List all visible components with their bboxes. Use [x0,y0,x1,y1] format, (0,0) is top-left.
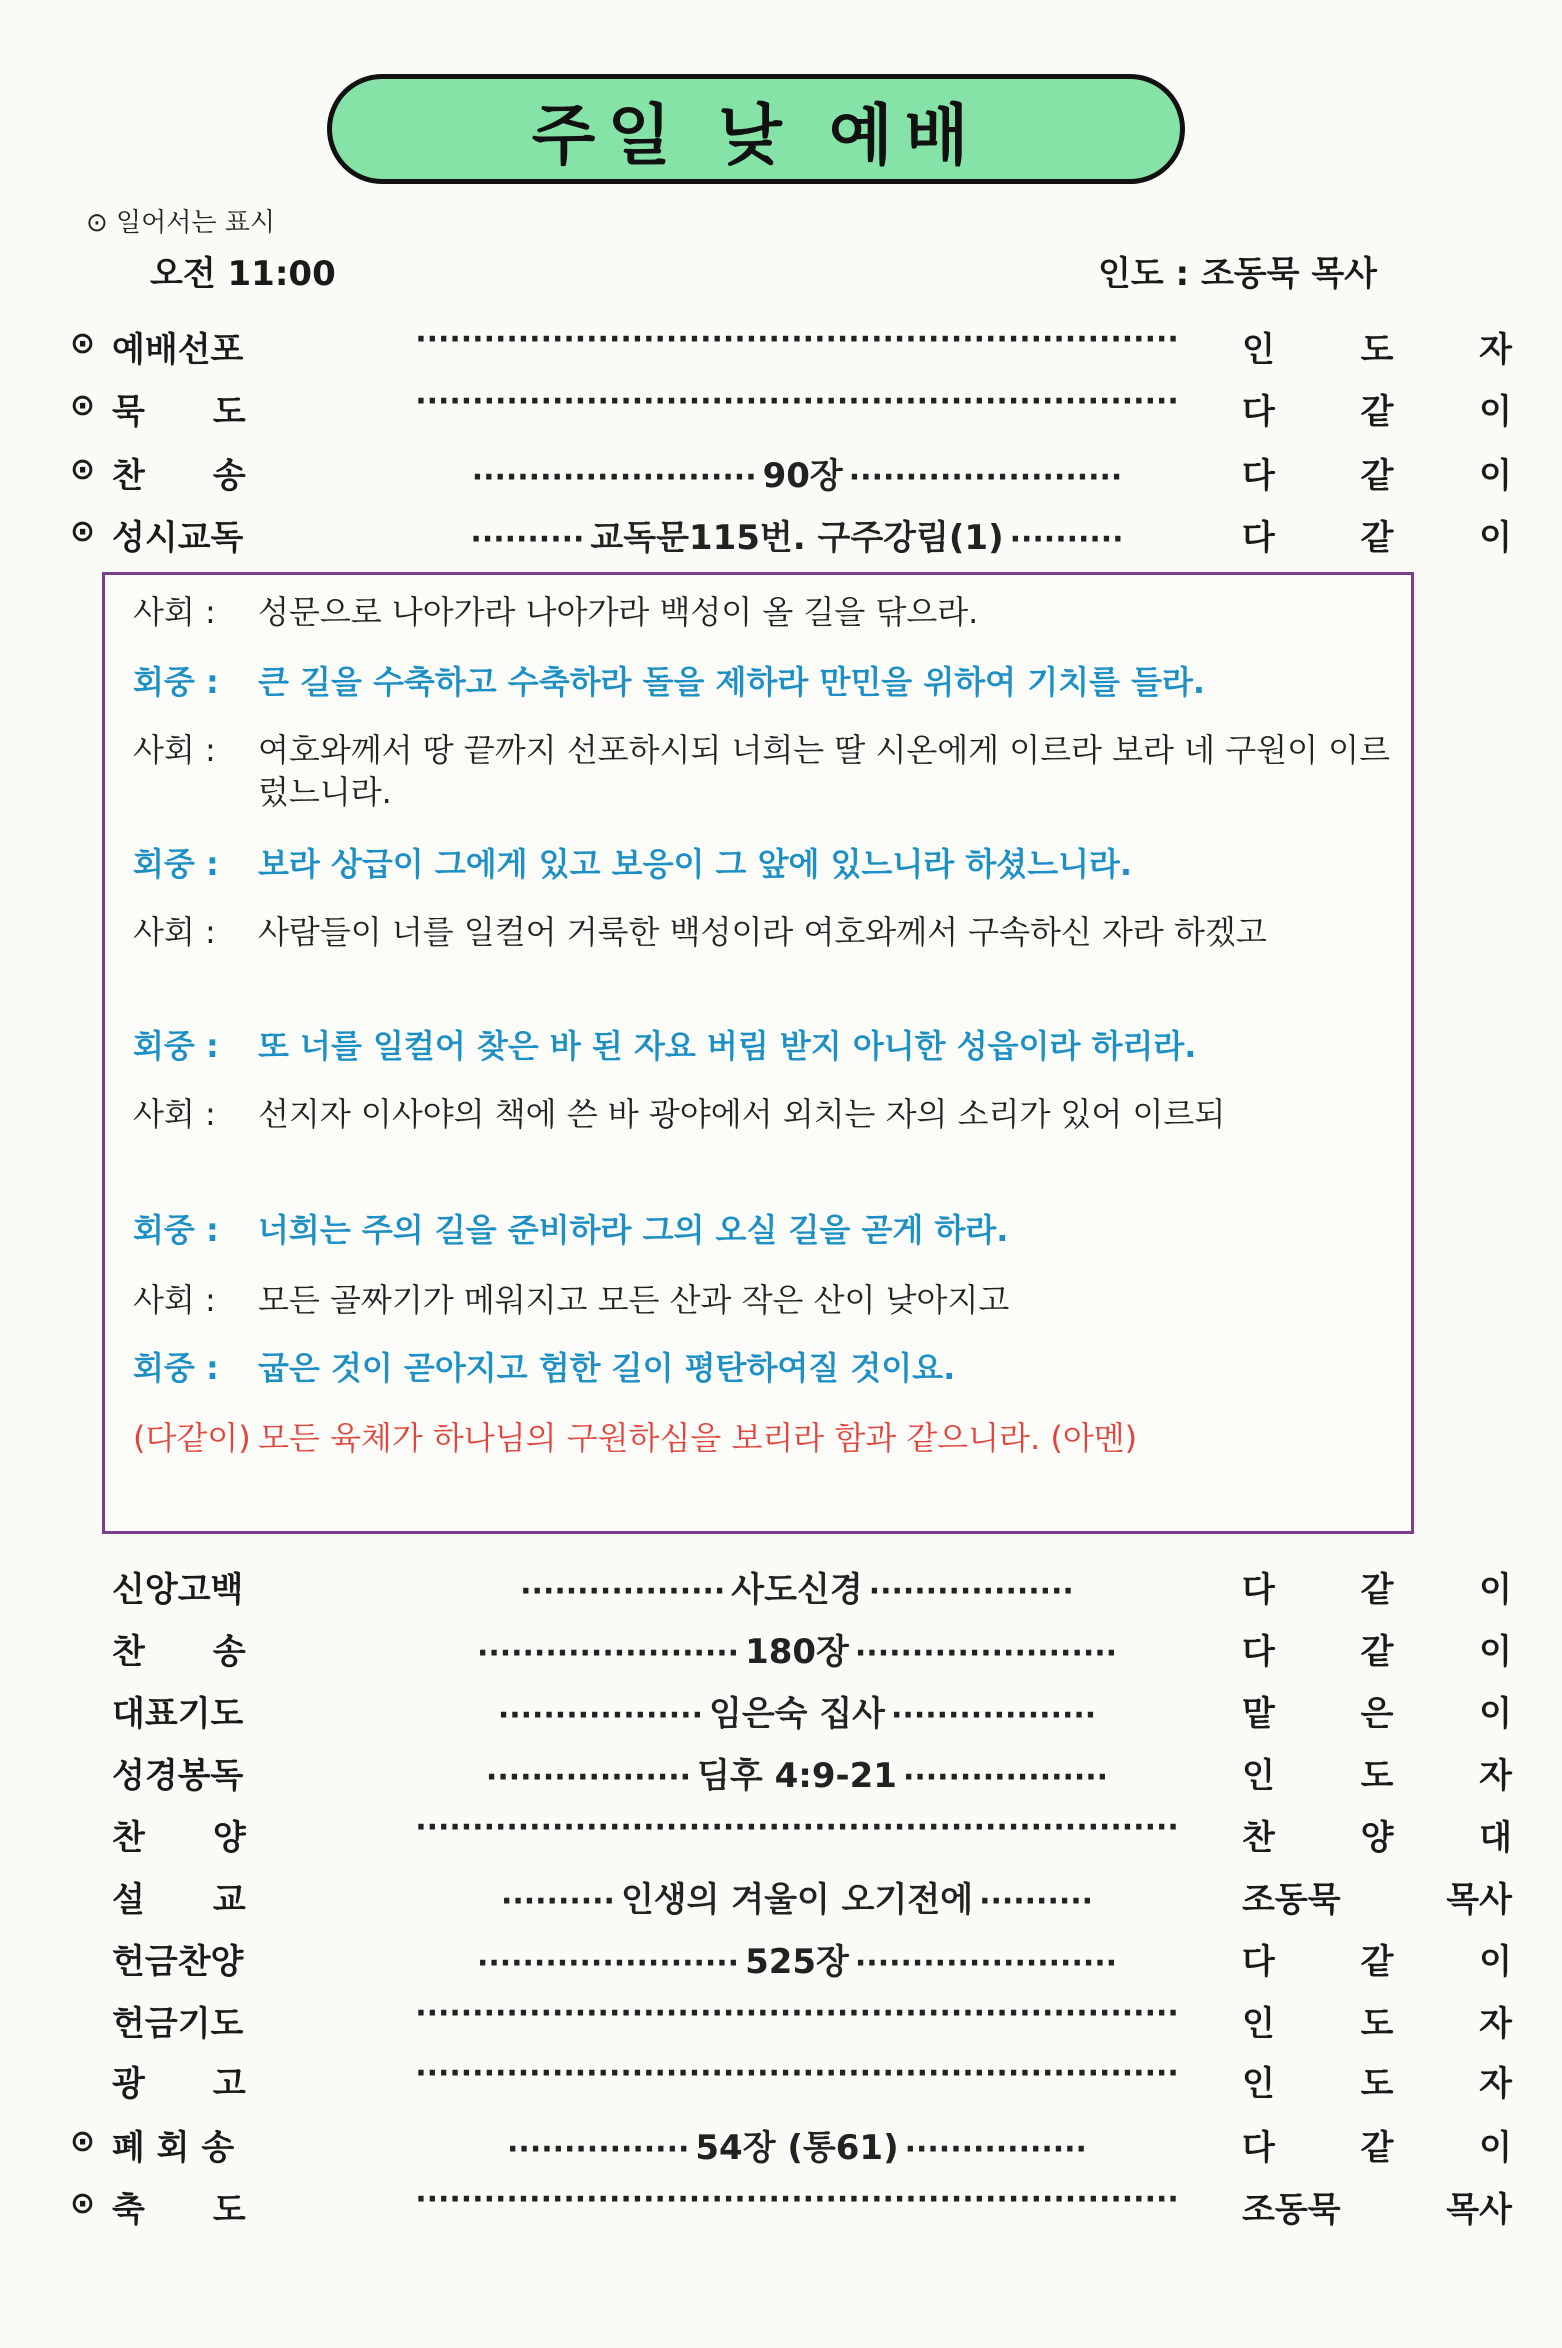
order-label: 축 도 [112,2190,246,2230]
order-row [70,2120,1512,2170]
reading-speaker: 회중 : [133,1349,219,1387]
reading-speaker: 사회 : [133,913,216,951]
reading-text: 모든 골짜기가 메워지고 모든 산과 작은 산이 낮아지고 [258,1281,1010,1319]
order-leader-dots: ··································································· [415,384,1179,419]
order-leader-dots: ··································································· [415,1810,1179,1845]
order-who: 조동묵 목사 [1242,1880,1512,1920]
order-who: 맡 은 이 [1242,1694,1512,1734]
order-row [70,1624,1512,1674]
order-leader-dots: ·········· 교독문115번. 구주강림(1) ·········· [470,518,1124,558]
order-leader-dots: ··································································· [415,1996,1179,2031]
order-label: 헌금기도 [112,2004,244,2044]
reading-line-congregation [133,1209,1393,1251]
order-row [70,2182,1512,2232]
reading-line-leader [133,591,1393,633]
order-row [70,1996,1512,2046]
reading-line-leader [133,729,1393,813]
order-label: 찬 송 [112,1632,246,1672]
order-who: 인 도 자 [1242,2064,1512,2104]
order-row [70,448,1512,498]
order-label: 설 교 [112,1880,246,1920]
reading-line-leader [133,911,1393,953]
order-detail: 525장 [745,1942,849,1982]
order-leader-dots: ·········· 인생의 겨울이 오기전에 ·········· [500,1880,1094,1920]
order-leader-dots: ················ 54장 (통61) ················ [507,2128,1087,2168]
reading-text: 모든 육체가 하나님의 구원하심을 보리라 함과 같으니라. (아멘) [258,1419,1138,1457]
order-detail: 54장 (통61) [695,2128,899,2168]
order-label: 찬 양 [112,1818,246,1858]
service-time: 오전 11:00 [150,254,336,294]
order-who: 다 같 이 [1242,518,1512,558]
stand-mark: ⊙ [70,2186,96,2221]
reading-speaker: 회중 : [133,1211,219,1249]
order-who: 다 같 이 [1242,1632,1512,1672]
order-who: 조동묵 목사 [1242,2190,1512,2230]
reading-text: 선지자 이사야의 책에 쓴 바 광야에서 외치는 자의 소리가 있어 이르되 [258,1095,1226,1133]
reading-text: 보라 상급이 그에게 있고 보응이 그 앞에 있느니라 하셨느니라. [258,845,1133,883]
stand-mark: ⊙ [70,514,96,549]
reading-text: 여호와께서 땅 끝까지 선포하시되 너희는 딸 시온에게 이르라 보라 네 구원이 이르렀느니라. [258,731,1390,811]
order-label: 폐 회 송 [112,2128,235,2168]
order-who: 다 같 이 [1242,456,1512,496]
stand-mark: ⊙ [70,388,96,423]
order-who: 다 같 이 [1242,1942,1512,1982]
reading-line-all [133,1417,1393,1459]
order-row [70,510,1512,560]
order-leader-dots: ·················· 임은숙 집사 ·················· [497,1694,1097,1734]
order-row [70,1562,1512,1612]
reading-line-congregation [133,661,1393,703]
reading-text: 또 너를 일컬어 찾은 바 된 자요 버림 받지 아니한 성읍이라 하리라. [258,1027,1197,1065]
reading-speaker: (다같이) [133,1419,251,1457]
order-label: 대표기도 [112,1694,244,1734]
reading-line-leader [133,1279,1393,1321]
reading-line-congregation [133,843,1393,885]
reading-speaker: 회중 : [133,1027,219,1065]
reading-speaker: 회중 : [133,663,219,701]
order-row [70,384,1512,434]
order-who: 찬 양 대 [1242,1818,1512,1858]
reading-line-congregation [133,1025,1393,1067]
order-leader-dots: ······················· 180장 ······················· [476,1632,1118,1672]
order-label: 예배선포 [112,330,244,370]
order-who: 인 도 자 [1242,2004,1512,2044]
order-leader-dots: ··································································· [415,2056,1179,2091]
order-detail: 사도신경 [731,1570,863,1610]
order-row [70,1810,1512,1860]
order-row [70,1748,1512,1798]
order-who: 다 같 이 [1242,1570,1512,1610]
order-who: 다 같 이 [1242,2128,1512,2168]
order-detail: 교독문115번. 구주강림(1) [590,518,1004,558]
order-row [70,1934,1512,1984]
order-label: 찬 송 [112,456,246,496]
order-detail: 임은숙 집사 [708,1694,886,1734]
reading-text: 성문으로 나아가라 나아가라 백성이 올 길을 닦으라. [258,593,979,631]
page-title: 주일 낮 예배 [531,96,981,174]
order-row [70,322,1512,372]
reading-speaker: 사회 : [133,731,216,769]
reading-line-leader [133,1093,1393,1135]
reading-speaker: 사회 : [133,593,216,631]
reading-text: 굽은 것이 곧아지고 험한 길이 평탄하여질 것이요. [258,1349,956,1387]
order-leader-dots: ··································································· [415,322,1179,357]
order-label: 성시교독 [112,518,244,558]
order-detail: 인생의 겨울이 오기전에 [620,1880,974,1920]
order-leader-dots: ··································································· [415,2182,1179,2217]
reading-text: 큰 길을 수축하고 수축하라 돌을 제하라 만민을 위하여 기치를 들라. [258,663,1206,701]
order-leader-dots: ·················· 사도신경 ·················· [520,1570,1074,1610]
order-label: 헌금찬양 [112,1942,244,1982]
reading-speaker: 사회 : [133,1095,216,1133]
order-label: 광 고 [112,2064,246,2104]
service-leader: 인도 : 조동묵 목사 [1098,254,1378,294]
standing-legend: ⊙ 일어서는 표시 [86,208,276,238]
reading-speaker: 사회 : [133,1281,216,1319]
title-banner [327,74,1185,184]
reading-line-congregation [133,1347,1393,1389]
order-detail: 180장 [745,1632,849,1672]
order-row [70,1872,1512,1922]
order-row [70,1686,1512,1736]
order-leader-dots: ························· 90장 ························ [471,456,1123,496]
order-detail: 딤후 4:9-21 [697,1756,897,1796]
order-label: 묵 도 [112,392,246,432]
order-label: 성경봉독 [112,1756,244,1796]
order-detail: 90장 [762,456,843,496]
stand-mark: ⊙ [70,452,96,487]
order-who: 인 도 자 [1242,1756,1512,1796]
reading-speaker: 회중 : [133,845,219,883]
order-row [70,2056,1512,2106]
reading-text: 너희는 주의 길을 준비하라 그의 오실 길을 곧게 하라. [258,1211,1009,1249]
order-leader-dots: ·················· 딤후 4:9-21 ·················· [485,1756,1109,1796]
order-leader-dots: ······················· 525장 ······················· [476,1942,1118,1982]
reading-text: 사람들이 너를 일컬어 거룩한 백성이라 여호와께서 구속하신 자라 하겠고 [258,913,1267,951]
stand-mark: ⊙ [70,2124,96,2159]
stand-mark: ⊙ [70,326,96,361]
order-who: 다 같 이 [1242,392,1512,432]
order-label: 신앙고백 [112,1570,244,1610]
order-who: 인 도 자 [1242,330,1512,370]
responsive-reading-box [102,572,1414,1534]
